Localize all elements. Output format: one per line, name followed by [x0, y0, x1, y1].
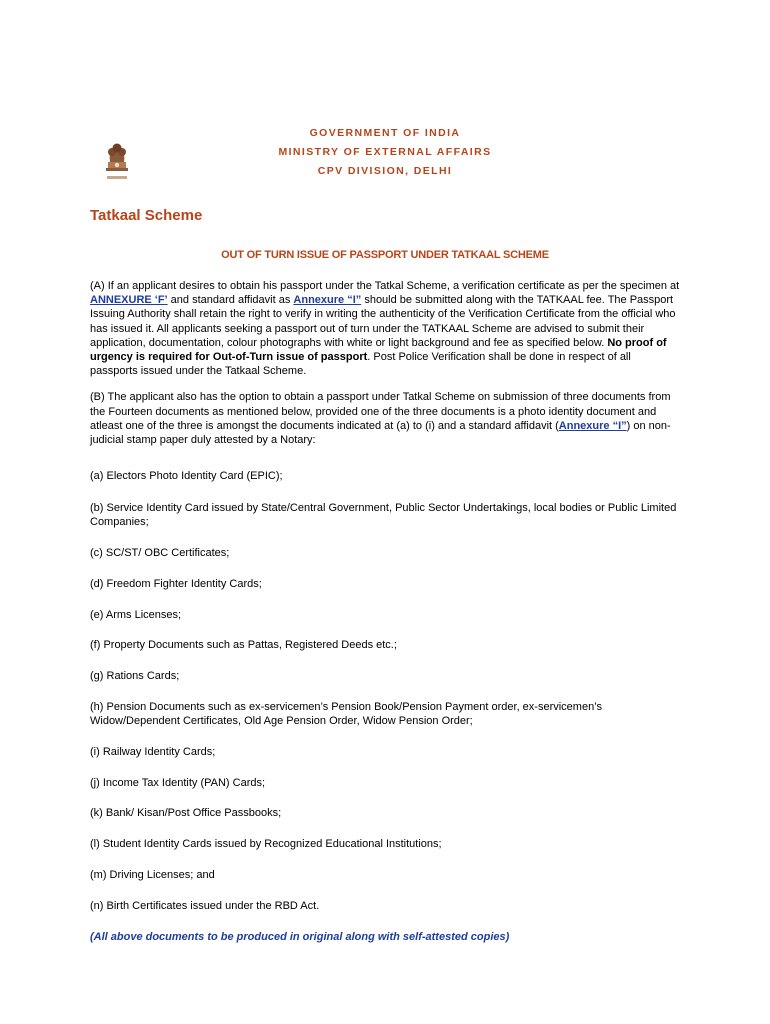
document-item-n: (n) Birth Certificates issued under the RBD Act. [90, 900, 320, 912]
document-item-h: (h) Pension Documents such as ex-servicemen’s Pension Book/Pension Payment order, ex-servicemen’s Widow/Dependent Certificates, Old Age Pension Order, Widow Pension Order; [90, 701, 602, 728]
paragraph-b-text-1: (B) The applicant also has the option to obtain a passport under Tatkal Scheme on submission of three documents from the Fourteen documents as mentioned below, provided one of the three documents is a photo identity document and atleast one of the three is amongst the documents indicated at (a) to (i) and a standard affidavit ( [90, 391, 671, 432]
paragraph-b-text-2: ) on non-judicial stamp paper duly attested by a Notary: [90, 419, 671, 447]
section-subtitle: OUT OF TURN ISSUE OF PASSPORT UNDER TATKAAL SCHEME [221, 249, 549, 261]
annexure-f-link[interactable]: ANNEXURE ‘F’ [90, 294, 168, 307]
paragraph-a-text-1: (A) If an applicant desires to obtain his passport under the Tatkal Scheme, a verification certificate as per the specimen at [90, 280, 680, 292]
letterhead-line-ministry: MINISTRY OF EXTERNAL AFFAIRS [278, 146, 492, 158]
originals-footnote: (All above documents to be produced in original along with self-attested copies) [90, 931, 510, 943]
document-item-e: (e) Arms Licenses; [90, 609, 182, 621]
document-item-l: (l) Student Identity Cards issued by Recognized Educational Institutions; [90, 838, 442, 850]
letterhead-line-government: GOVERNMENT OF INDIA [309, 127, 461, 139]
annexure-i-link[interactable]: Annexure “I” [293, 294, 362, 307]
document-item-f: (f) Property Documents such as Pattas, Registered Deeds etc.; [90, 639, 397, 651]
paragraph-a-text-4: . Post Police Verification shall be done in respect of all passports issued under the Tatkaal Scheme. [90, 351, 631, 378]
document-item-c: (c) SC/ST/ OBC Certificates; [90, 547, 230, 559]
document-item-b: (b) Service Identity Card issued by State/Central Government, Public Sector Undertakings, local bodies or Public Limited Companies; [90, 502, 677, 529]
document-item-g: (g) Rations Cards; [90, 670, 180, 682]
document-item-d: (d) Freedom Fighter Identity Cards; [90, 578, 262, 590]
document-item-j: (j) Income Tax Identity (PAN) Cards; [90, 777, 266, 789]
document-body [90, 279, 680, 943]
annexure-i-link-b[interactable]: Annexure “I” [558, 419, 627, 432]
page-title: Tatkaal Scheme [90, 207, 203, 224]
document-item-a: (a) Electors Photo Identity Card (EPIC); [90, 470, 283, 482]
paragraph-a-text-3: should be submitted along with the TATKAAL fee. The Passport Issuing Authority shall retain the right to verify in writing the authenticity of the Verification Certificate from the official who has issued it. All applicants seeking a passport out of turn under the TATKAAL Scheme are advised to submit their application, documentation, colour photographs with white or light background and fee as specified below. [90, 294, 676, 349]
document-item-m: (m) Driving Licenses; and [90, 869, 215, 881]
paragraph-a-text-2: and standard affidavit as [167, 294, 294, 307]
urgency-note: No proof of urgency is required for Out-of-Turn issue of passport [90, 336, 667, 364]
letterhead-line-division: CPV DIVISION, DELHI [317, 165, 453, 177]
document-item-i: (i) Railway Identity Cards; [90, 746, 216, 758]
paragraph-b [90, 390, 680, 447]
document-item-k: (k) Bank/ Kisan/Post Office Passbooks; [90, 807, 282, 819]
paragraph-a [90, 279, 680, 378]
national-emblem-icon [98, 140, 136, 192]
